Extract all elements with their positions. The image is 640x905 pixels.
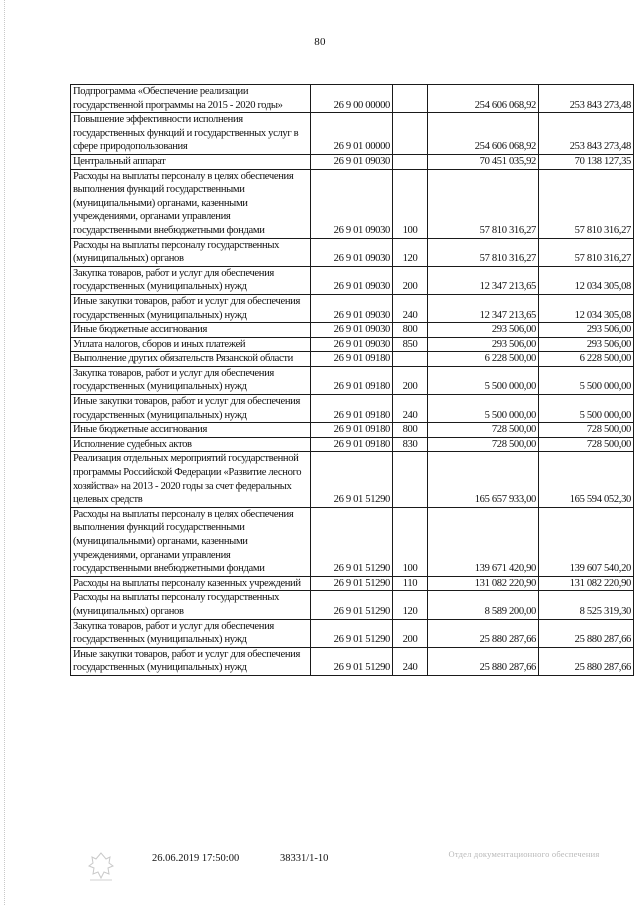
row-amount-2: 12 034 305,08 — [539, 266, 634, 294]
row-name: Иные закупки товаров, работ и услуг для обеспечения государственных (муниципальных) нужд — [71, 647, 311, 675]
row-amount-1: 12 347 213,65 — [428, 266, 539, 294]
row-name: Иные закупки товаров, работ и услуг для обеспечения государственных (муниципальных) нужд — [71, 294, 311, 322]
row-amount-2: 70 138 127,35 — [539, 154, 634, 169]
row-expense-type: 120 — [393, 591, 428, 619]
table-row — [71, 507, 634, 576]
row-amount-2: 165 594 052,30 — [539, 452, 634, 507]
page-footer — [0, 850, 640, 890]
row-target-code: 26 9 01 51290 — [311, 647, 393, 675]
table-row — [71, 366, 634, 394]
row-amount-1: 728 500,00 — [428, 437, 539, 452]
row-amount-2: 57 810 316,27 — [539, 238, 634, 266]
table-row — [71, 169, 634, 238]
row-name: Центральный аппарат — [71, 154, 311, 169]
row-target-code: 26 9 01 09180 — [311, 437, 393, 452]
table-row — [71, 437, 634, 452]
row-name: Иные закупки товаров, работ и услуг для обеспечения государственных (муниципальных) нужд — [71, 395, 311, 423]
table-row — [71, 352, 634, 367]
row-name: Подпрограмма «Обеспечение реализации государственной программы на 2015 - 2020 годы» — [71, 85, 311, 113]
row-amount-1: 25 880 287,66 — [428, 647, 539, 675]
row-amount-2: 12 034 305,08 — [539, 294, 634, 322]
row-expense-type — [393, 154, 428, 169]
row-expense-type: 120 — [393, 238, 428, 266]
row-amount-1: 254 606 068,92 — [428, 85, 539, 113]
row-expense-type: 800 — [393, 323, 428, 338]
row-amount-1: 5 500 000,00 — [428, 395, 539, 423]
row-target-code: 26 9 00 00000 — [311, 85, 393, 113]
row-amount-2: 293 506,00 — [539, 337, 634, 352]
row-name: Исполнение судебных актов — [71, 437, 311, 452]
row-amount-1: 139 671 420,90 — [428, 507, 539, 576]
row-amount-2: 728 500,00 — [539, 437, 634, 452]
table-row — [71, 423, 634, 438]
row-name: Закупка товаров, работ и услуг для обеспечения государственных (муниципальных) нужд — [71, 619, 311, 647]
row-name: Иные бюджетные ассигнования — [71, 423, 311, 438]
row-target-code: 26 9 01 09030 — [311, 266, 393, 294]
row-target-code: 26 9 01 51290 — [311, 619, 393, 647]
row-name: Иные бюджетные ассигнования — [71, 323, 311, 338]
row-amount-1: 57 810 316,27 — [428, 169, 539, 238]
row-amount-2: 6 228 500,00 — [539, 352, 634, 367]
row-amount-1: 5 500 000,00 — [428, 366, 539, 394]
row-expense-type: 200 — [393, 266, 428, 294]
row-name: Расходы на выплаты персоналу государственных (муниципальных) органов — [71, 591, 311, 619]
row-amount-1: 12 347 213,65 — [428, 294, 539, 322]
row-amount-1: 254 606 068,92 — [428, 113, 539, 155]
table-row — [71, 647, 634, 675]
table-row — [71, 591, 634, 619]
row-target-code: 26 9 01 51290 — [311, 591, 393, 619]
row-name: Повышение эффективности исполнения государственных функций и государственных услуг в сфере природопользования — [71, 113, 311, 155]
row-name: Закупка товаров, работ и услуг для обеспечения государственных (муниципальных) нужд — [71, 366, 311, 394]
footer-date: 26.06.2019 17:50:00 — [152, 853, 240, 864]
table-row — [71, 266, 634, 294]
row-amount-1: 165 657 933,00 — [428, 452, 539, 507]
row-expense-type — [393, 452, 428, 507]
row-amount-1: 70 451 035,92 — [428, 154, 539, 169]
row-expense-type: 200 — [393, 619, 428, 647]
row-target-code: 26 9 01 51290 — [311, 452, 393, 507]
row-amount-1: 728 500,00 — [428, 423, 539, 438]
row-name: Расходы на выплаты персоналу в целях обеспечения выполнения функций государственными (муниципальными) органами, казенными учреждениями, органами управления государственными внебюджетными фондами — [71, 169, 311, 238]
row-amount-2: 57 810 316,27 — [539, 169, 634, 238]
row-target-code: 26 9 01 09180 — [311, 366, 393, 394]
row-amount-2: 8 525 319,30 — [539, 591, 634, 619]
table-row — [71, 85, 634, 113]
row-amount-1: 25 880 287,66 — [428, 619, 539, 647]
table-row — [71, 323, 634, 338]
row-target-code: 26 9 01 51290 — [311, 507, 393, 576]
row-target-code: 26 9 01 00000 — [311, 113, 393, 155]
table-row — [71, 238, 634, 266]
row-name: Расходы на выплаты персоналу государственных (муниципальных) органов — [71, 238, 311, 266]
row-target-code: 26 9 01 09030 — [311, 154, 393, 169]
table-row — [71, 395, 634, 423]
row-amount-2: 293 506,00 — [539, 323, 634, 338]
row-name: Расходы на выплаты персоналу в целях обеспечения выполнения функций государственными (муниципальными) органами, казенными учреждениями, органами управления государственными внебюджетными фондами — [71, 507, 311, 576]
row-name: Закупка товаров, работ и услуг для обеспечения государственных (муниципальных) нужд — [71, 266, 311, 294]
table-row — [71, 452, 634, 507]
row-target-code: 26 9 01 09030 — [311, 323, 393, 338]
row-expense-type: 110 — [393, 576, 428, 591]
row-amount-2: 5 500 000,00 — [539, 366, 634, 394]
row-amount-1: 57 810 316,27 — [428, 238, 539, 266]
row-amount-2: 253 843 273,48 — [539, 85, 634, 113]
row-target-code: 26 9 01 09030 — [311, 337, 393, 352]
row-amount-2: 728 500,00 — [539, 423, 634, 438]
row-amount-2: 25 880 287,66 — [539, 619, 634, 647]
row-expense-type: 240 — [393, 294, 428, 322]
row-amount-1: 131 082 220,90 — [428, 576, 539, 591]
row-amount-2: 5 500 000,00 — [539, 395, 634, 423]
row-target-code: 26 9 01 09030 — [311, 294, 393, 322]
row-expense-type: 850 — [393, 337, 428, 352]
row-target-code: 26 9 01 09180 — [311, 395, 393, 423]
table-row — [71, 619, 634, 647]
emblem-icon — [84, 850, 118, 884]
row-expense-type: 800 — [393, 423, 428, 438]
row-amount-2: 139 607 540,20 — [539, 507, 634, 576]
row-amount-2: 253 843 273,48 — [539, 113, 634, 155]
row-expense-type — [393, 113, 428, 155]
row-amount-1: 6 228 500,00 — [428, 352, 539, 367]
row-target-code: 26 9 01 09030 — [311, 169, 393, 238]
table-row — [71, 337, 634, 352]
row-amount-2: 25 880 287,66 — [539, 647, 634, 675]
row-expense-type: 100 — [393, 169, 428, 238]
row-target-code: 26 9 01 51290 — [311, 576, 393, 591]
budget-table — [70, 84, 634, 676]
row-name: Выполнение других обязательств Рязанской области — [71, 352, 311, 367]
row-amount-1: 8 589 200,00 — [428, 591, 539, 619]
row-amount-2: 131 082 220,90 — [539, 576, 634, 591]
row-amount-1: 293 506,00 — [428, 337, 539, 352]
row-expense-type: 830 — [393, 437, 428, 452]
row-expense-type: 200 — [393, 366, 428, 394]
row-expense-type — [393, 352, 428, 367]
row-target-code: 26 9 01 09180 — [311, 423, 393, 438]
table-row — [71, 576, 634, 591]
row-name: Реализация отдельных мероприятий государственной программы Российской Федерации «Развитие лесного хозяйства» на 2013 - 2020 годы за счет федеральных целевых средств — [71, 452, 311, 507]
table-row — [71, 154, 634, 169]
footer-doc-number: 38331/1-10 — [280, 853, 329, 864]
table-row — [71, 113, 634, 155]
row-expense-type: 240 — [393, 395, 428, 423]
table-row — [71, 294, 634, 322]
row-name: Расходы на выплаты персоналу казенных учреждений — [71, 576, 311, 591]
row-amount-1: 293 506,00 — [428, 323, 539, 338]
row-expense-type: 100 — [393, 507, 428, 576]
page-number: 80 — [314, 36, 326, 48]
watermark: Отдел документационного обеспечения — [448, 849, 600, 859]
row-expense-type — [393, 85, 428, 113]
row-target-code: 26 9 01 09180 — [311, 352, 393, 367]
row-name: Уплата налогов, сборов и иных платежей — [71, 337, 311, 352]
row-expense-type: 240 — [393, 647, 428, 675]
scan-edge — [4, 0, 6, 905]
row-target-code: 26 9 01 09030 — [311, 238, 393, 266]
